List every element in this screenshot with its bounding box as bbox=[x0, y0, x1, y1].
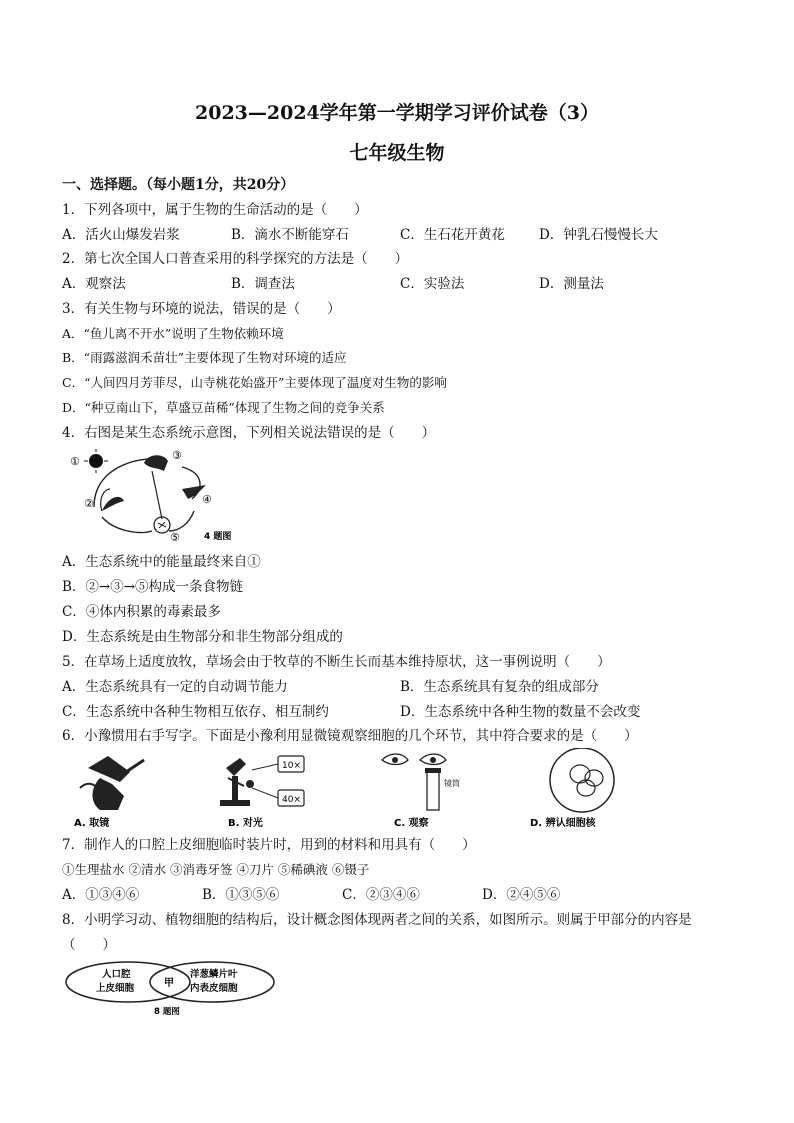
q4-label-3: ③ bbox=[172, 449, 182, 462]
q8-center-label: 甲 bbox=[164, 978, 174, 989]
q2-option-b: B．调查法 bbox=[231, 276, 295, 292]
q6-figure-d bbox=[530, 748, 614, 829]
q8-right-line1: 洋葱鳞片叶 bbox=[190, 969, 238, 980]
q1-stem: 1．下列各项中，属于生物的生命活动的是（ ） bbox=[62, 202, 368, 218]
q6-caption-a: A. 取镜 bbox=[74, 818, 110, 829]
q7-materials: ①生理盐水 ②清水 ③消毒牙签 ④刀片 ⑤稀碘液 ⑥镊子 bbox=[62, 862, 370, 877]
q8-left-line1: 人口腔 bbox=[102, 969, 131, 980]
q1-option-d: D．钟乳石慢慢长大 bbox=[539, 227, 658, 243]
q8-stem-line2: （ ） bbox=[62, 937, 116, 953]
q6-figure-c bbox=[382, 754, 460, 829]
q8-venn-figure bbox=[62, 958, 282, 1020]
q4-option-d: D．生态系统是由生物部分和非生物部分组成的 bbox=[62, 629, 343, 645]
q3-option-b: B．“雨露滋润禾苗壮”主要体现了生物对环境的适应 bbox=[62, 350, 347, 365]
q6-eyepiece-label: 镜筒 bbox=[444, 779, 460, 788]
q4-ecosystem-figure bbox=[64, 449, 244, 545]
q3-option-d: D．“种豆南山下，草盛豆苗稀”体现了生物之间的竞争关系 bbox=[62, 400, 385, 415]
q1-option-a: A．活火山爆发岩浆 bbox=[62, 227, 180, 243]
exam-subtitle: 七年级生物 bbox=[349, 142, 445, 164]
q7-option-b: B．①③⑤⑥ bbox=[202, 887, 280, 903]
q7-option-c: C．②③④⑥ bbox=[342, 887, 420, 903]
q4-option-a: A．生态系统中的能量最终来自① bbox=[62, 554, 261, 570]
q5-stem: 5．在草场上适度放牧，草场会由于牧草的不断生长而基本维持原状，这一事例说明（ ） bbox=[62, 654, 611, 670]
q4-label-4: ④ bbox=[202, 493, 212, 506]
q8-right-line2: 内表皮细胞 bbox=[190, 983, 238, 994]
q6-stem: 6．小豫惯用右手写字。下面是小豫利用显微镜观察细胞的几个环节，其中符合要求的是（ ） bbox=[62, 728, 638, 744]
q2-stem: 2．第七次全国人口普查采用的科学探究的方法是（ ） bbox=[62, 251, 409, 267]
q2-option-c: C．实验法 bbox=[400, 276, 465, 292]
q5-option-d: D．生态系统中各种生物的数量不会改变 bbox=[400, 704, 641, 720]
q6-figure-a bbox=[74, 756, 144, 829]
q6-caption-c: C. 观察 bbox=[394, 818, 429, 829]
q6-caption-b: B. 对光 bbox=[228, 818, 263, 829]
q6-lens-10x: 10× bbox=[282, 761, 301, 771]
q6-microscope-figures bbox=[60, 748, 660, 832]
q7-option-d: D．②④⑤⑥ bbox=[482, 887, 561, 903]
q4-figure-caption: 4 题图 bbox=[204, 532, 232, 542]
q7-option-a: A．①③④⑥ bbox=[62, 887, 140, 903]
exam-title: 2023—2024学年第一学期学习评价试卷（3） bbox=[195, 102, 599, 124]
q4-label-2: ② bbox=[84, 497, 94, 510]
q1-option-c: C．生石花开黄花 bbox=[400, 227, 505, 243]
q6-caption-d: D. 辨认细胞核 bbox=[530, 818, 596, 829]
q4-stem: 4．右图是某生态系统示意图，下列相关说法错误的是（ ） bbox=[62, 425, 436, 441]
q2-option-d: D．测量法 bbox=[539, 276, 604, 292]
q8-left-line2: 上皮细胞 bbox=[96, 983, 135, 994]
q6-figure-b bbox=[220, 756, 304, 829]
q4-option-b: B．②→③→⑤构成一条食物链 bbox=[62, 579, 244, 595]
q5-option-b: B．生态系统具有复杂的组成部分 bbox=[400, 679, 599, 695]
q2-option-a: A．观察法 bbox=[62, 276, 126, 292]
q5-option-a: A．生态系统具有一定的自动调节能力 bbox=[62, 679, 288, 695]
q8-stem-line1: 8．小明学习动、植物细胞的结构后，设计概念图体现两者之间的关系，如图所示。则属于甲部分的内容是 bbox=[62, 912, 692, 928]
q7-stem: 7．制作人的口腔上皮细胞临时装片时，用到的材料和用具有（ ） bbox=[62, 837, 476, 853]
q4-option-c: C．④体内积累的毒素最多 bbox=[62, 604, 221, 620]
q3-stem: 3．有关生物与环境的说法，错误的是（ ） bbox=[62, 301, 341, 317]
q3-option-a: A．“鱼儿离不开水”说明了生物依赖环境 bbox=[62, 326, 284, 341]
q4-label-1: ① bbox=[70, 455, 80, 468]
section-heading: 一、选择题。（每小题1分，共20分） bbox=[62, 177, 295, 193]
q6-lens-40x: 40× bbox=[282, 795, 301, 805]
q3-option-c: C．“人间四月芳菲尽，山寺桃花始盛开”主要体现了温度对生物的影响 bbox=[62, 375, 447, 390]
q1-option-b: B．滴水不断能穿石 bbox=[231, 227, 349, 243]
q4-label-5: ⑤ bbox=[170, 531, 180, 544]
q8-figure-caption: 8 题图 bbox=[154, 1007, 180, 1017]
q5-option-c: C．生态系统中各种生物相互依存、相互制约 bbox=[62, 704, 329, 720]
